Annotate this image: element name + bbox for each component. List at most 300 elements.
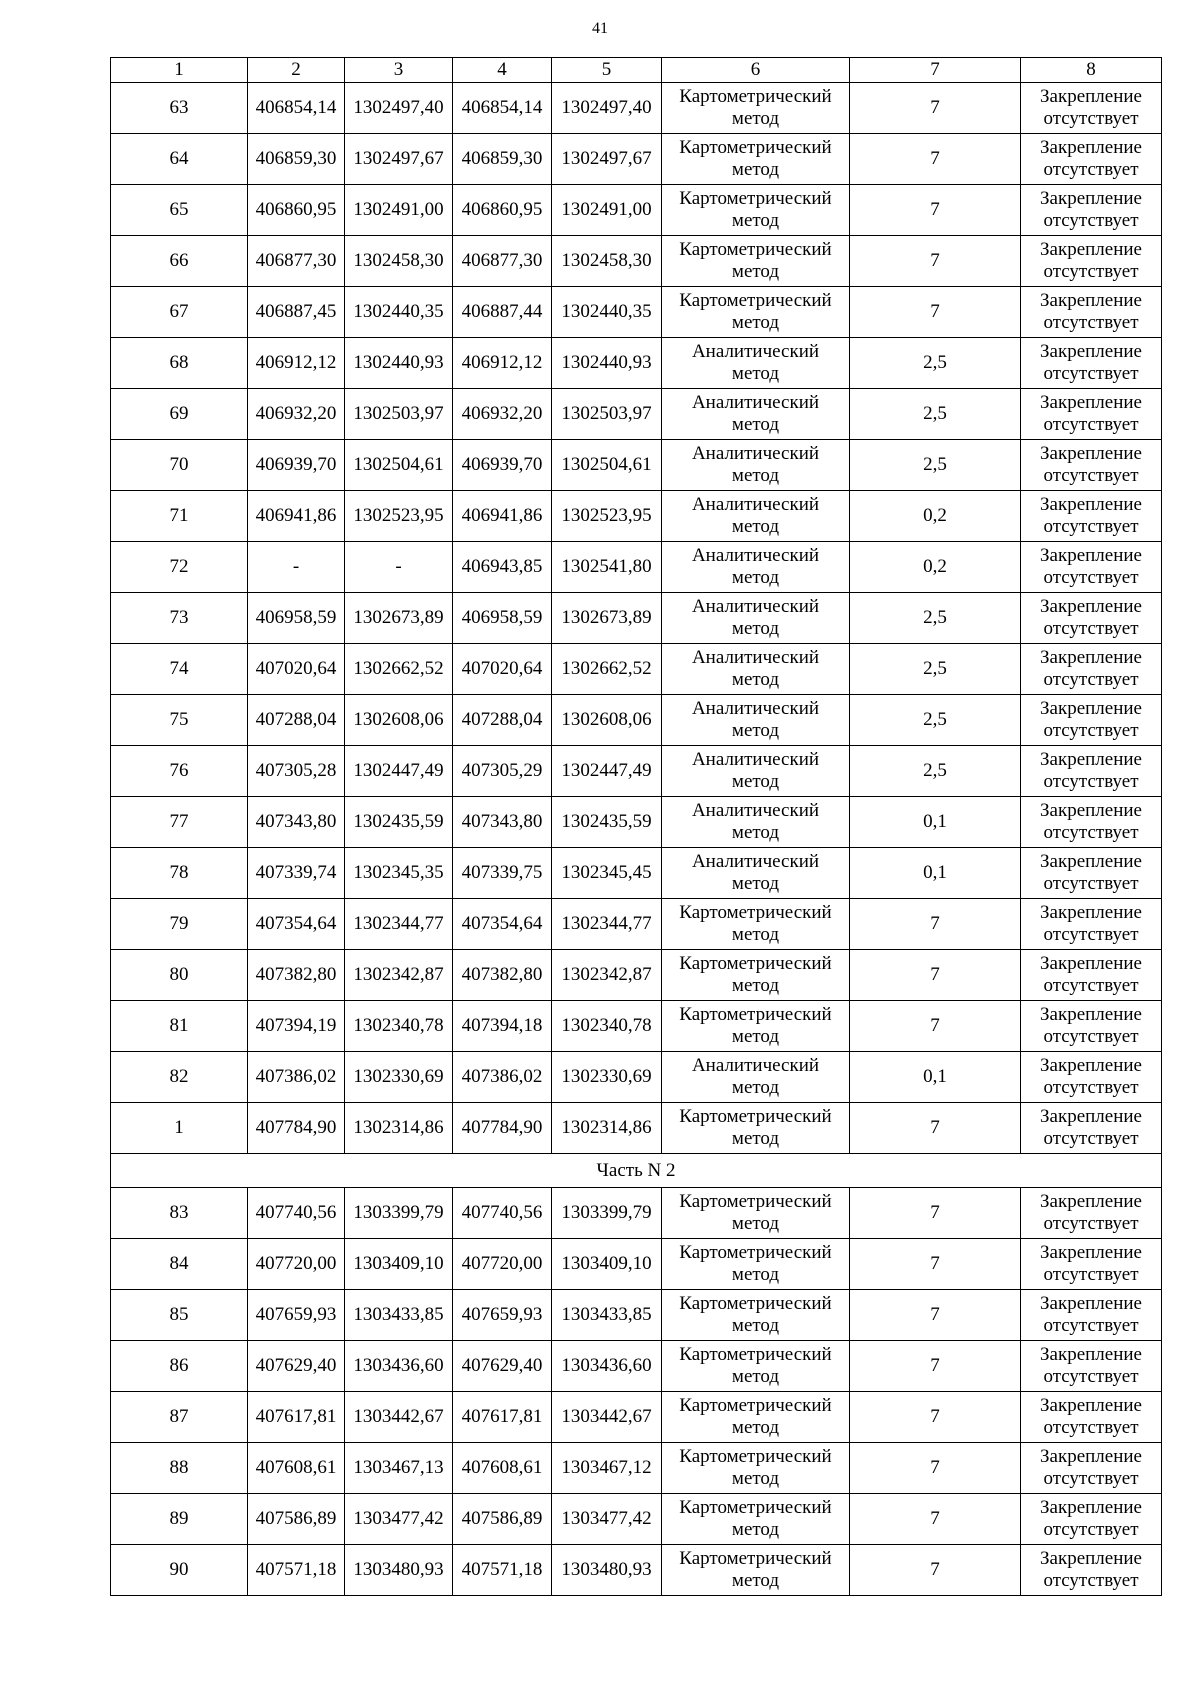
fixation-cell [1021,134,1162,185]
fixation-cell [1021,899,1162,950]
table-row [111,899,1162,950]
point-number-cell: 82 [111,1052,248,1103]
table-row [111,1103,1162,1154]
fixation-cell-line-1: Закрепление [1040,902,1142,923]
new-y-cell: 1302503,97 [552,389,662,440]
point-number-cell: 67 [111,287,248,338]
fixation-cell [1021,848,1162,899]
accuracy-cell: 7 [850,1392,1021,1443]
old-x-cell: 407354,64 [248,899,345,950]
new-y-cell: 1303409,10 [552,1239,662,1290]
new-y-cell: 1302440,93 [552,338,662,389]
fixation-cell [1021,389,1162,440]
method-cell-line-1: Аналитический [691,749,820,770]
method-cell-line-2: метод [731,1026,780,1047]
fixation-cell-line-2: отсутствует [1043,1026,1139,1047]
fixation-cell-line-1: Закрепление [1040,1395,1142,1416]
old-y-cell: 1302344,77 [345,899,453,950]
fixation-cell-line-2: отсутствует [1043,1213,1139,1234]
fixation-cell-line-1: Закрепление [1040,1004,1142,1025]
fixation-cell-line-1: Закрепление [1040,290,1142,311]
new-y-cell: 1302458,30 [552,236,662,287]
fixation-cell [1021,542,1162,593]
old-y-cell: 1302491,00 [345,185,453,236]
old-x-cell: 407305,28 [248,746,345,797]
part-title: Часть N 2 [111,1154,1162,1188]
column-header: 3 [345,58,453,83]
old-y-cell: 1302458,30 [345,236,453,287]
method-cell-line-2: метод [731,1366,780,1387]
new-x-cell: 406887,44 [453,287,552,338]
accuracy-cell: 7 [850,1103,1021,1154]
point-number-cell: 81 [111,1001,248,1052]
fixation-cell-line-2: отсутствует [1043,312,1139,333]
new-x-cell: 406939,70 [453,440,552,491]
new-y-cell: 1302314,86 [552,1103,662,1154]
method-cell-line-1: Картометрический [679,290,832,311]
point-number-cell: 70 [111,440,248,491]
new-x-cell: 407020,64 [453,644,552,695]
new-x-cell: 407617,81 [453,1392,552,1443]
method-cell-line-2: метод [731,414,780,435]
method-cell [662,695,850,746]
method-cell [662,848,850,899]
fixation-cell-line-1: Закрепление [1040,86,1142,107]
method-cell-line-1: Картометрический [679,1191,832,1212]
fixation-cell [1021,746,1162,797]
fixation-cell [1021,1494,1162,1545]
new-x-cell: 407354,64 [453,899,552,950]
method-cell-line-2: метод [731,210,780,231]
fixation-cell-line-2: отсутствует [1043,924,1139,945]
fixation-cell-line-2: отсутствует [1043,975,1139,996]
method-cell [662,1052,850,1103]
fixation-cell-line-2: отсутствует [1043,516,1139,537]
fixation-cell-line-2: отсутствует [1043,108,1139,129]
new-y-cell: 1302673,89 [552,593,662,644]
table-row [111,491,1162,542]
new-x-cell: 406958,59 [453,593,552,644]
old-x-cell: 406854,14 [248,83,345,134]
old-y-cell: 1302345,35 [345,848,453,899]
point-number-cell: 84 [111,1239,248,1290]
new-y-cell: 1302330,69 [552,1052,662,1103]
table-row [111,1494,1162,1545]
point-number-cell: 78 [111,848,248,899]
old-x-cell: 406912,12 [248,338,345,389]
new-x-cell: 406912,12 [453,338,552,389]
new-x-cell: 407394,18 [453,1001,552,1052]
old-y-cell: 1303480,93 [345,1545,453,1596]
accuracy-cell: 7 [850,1494,1021,1545]
method-cell [662,236,850,287]
new-x-cell: 406932,20 [453,389,552,440]
table-row [111,1188,1162,1239]
method-cell [662,1103,850,1154]
method-cell [662,83,850,134]
old-y-cell: 1303436,60 [345,1341,453,1392]
accuracy-cell: 0,2 [850,542,1021,593]
old-x-cell: 407617,81 [248,1392,345,1443]
accuracy-cell: 0,2 [850,491,1021,542]
fixation-cell-line-1: Закрепление [1040,1106,1142,1127]
fixation-cell [1021,1341,1162,1392]
fixation-cell-line-2: отсутствует [1043,1468,1139,1489]
old-x-cell: 407629,40 [248,1341,345,1392]
fixation-cell-line-2: отсутствует [1043,1264,1139,1285]
method-cell [662,185,850,236]
old-y-cell: 1302503,97 [345,389,453,440]
column-header: 1 [111,58,248,83]
table-row [111,1001,1162,1052]
fixation-cell-line-1: Закрепление [1040,647,1142,668]
method-cell-line-1: Картометрический [679,86,832,107]
method-cell-line-2: метод [731,1077,780,1098]
old-x-cell: 407608,61 [248,1443,345,1494]
fixation-cell-line-1: Закрепление [1040,1191,1142,1212]
new-y-cell: 1302662,52 [552,644,662,695]
method-cell [662,440,850,491]
table-row [111,338,1162,389]
fixation-cell [1021,185,1162,236]
fixation-cell [1021,287,1162,338]
old-x-cell: 407571,18 [248,1545,345,1596]
new-y-cell: 1302491,00 [552,185,662,236]
method-cell-line-1: Аналитический [691,851,820,872]
old-x-cell: 406932,20 [248,389,345,440]
point-number-cell: 90 [111,1545,248,1596]
method-cell-line-1: Картометрический [679,239,832,260]
old-x-cell: 407784,90 [248,1103,345,1154]
point-number-cell: 72 [111,542,248,593]
new-y-cell: 1302340,78 [552,1001,662,1052]
new-y-cell: 1302447,49 [552,746,662,797]
fixation-cell [1021,1545,1162,1596]
point-number-cell: 69 [111,389,248,440]
column-header: 7 [850,58,1021,83]
old-x-cell: 407386,02 [248,1052,345,1103]
old-x-cell: 407020,64 [248,644,345,695]
coordinates-table [110,57,1162,1596]
table-row [111,1545,1162,1596]
method-cell-line-1: Картометрический [679,1106,832,1127]
new-x-cell: 406854,14 [453,83,552,134]
old-y-cell: 1303409,10 [345,1239,453,1290]
table-row [111,746,1162,797]
old-x-cell: 406877,30 [248,236,345,287]
new-x-cell: 407586,89 [453,1494,552,1545]
method-cell-line-1: Картометрический [679,137,832,158]
table-row [111,1443,1162,1494]
table-row [111,1239,1162,1290]
fixation-cell-line-2: отсутствует [1043,261,1139,282]
table-row [111,644,1162,695]
accuracy-cell: 2,5 [850,389,1021,440]
old-x-cell: 407720,00 [248,1239,345,1290]
method-cell-line-2: метод [731,1519,780,1540]
method-cell-line-1: Аналитический [691,800,820,821]
fixation-cell-line-1: Закрепление [1040,443,1142,464]
old-y-cell: 1302447,49 [345,746,453,797]
page-number: 41 [592,20,608,37]
table-row [111,542,1162,593]
table-row [111,1052,1162,1103]
fixation-cell-line-1: Закрепление [1040,1055,1142,1076]
new-y-cell: 1302440,35 [552,287,662,338]
point-number-cell: 80 [111,950,248,1001]
method-cell [662,797,850,848]
method-cell-line-1: Картометрический [679,953,832,974]
old-y-cell: 1303442,67 [345,1392,453,1443]
fixation-cell [1021,1239,1162,1290]
method-cell-line-2: метод [731,720,780,741]
method-cell [662,1443,850,1494]
method-cell-line-2: метод [731,618,780,639]
method-cell-line-2: метод [731,771,780,792]
accuracy-cell: 7 [850,1001,1021,1052]
method-cell [662,1545,850,1596]
new-x-cell: 407343,80 [453,797,552,848]
new-x-cell: 407629,40 [453,1341,552,1392]
method-cell [662,491,850,542]
method-cell-line-2: метод [731,975,780,996]
accuracy-cell: 7 [850,950,1021,1001]
new-y-cell: 1303477,42 [552,1494,662,1545]
method-cell-line-2: метод [731,312,780,333]
point-number-cell: 74 [111,644,248,695]
method-cell-line-2: метод [731,822,780,843]
method-cell [662,950,850,1001]
fixation-cell-line-2: отсутствует [1043,618,1139,639]
fixation-cell-line-1: Закрепление [1040,1344,1142,1365]
accuracy-cell: 2,5 [850,593,1021,644]
fixation-cell-line-2: отсутствует [1043,159,1139,180]
old-x-cell: 407339,74 [248,848,345,899]
new-y-cell: 1302345,45 [552,848,662,899]
old-x-cell: 407382,80 [248,950,345,1001]
new-x-cell: 407305,29 [453,746,552,797]
fixation-cell-line-2: отсутствует [1043,210,1139,231]
method-cell-line-1: Аналитический [691,443,820,464]
new-x-cell: 406859,30 [453,134,552,185]
method-cell-line-1: Аналитический [691,341,820,362]
old-y-cell: 1302673,89 [345,593,453,644]
point-number-cell: 88 [111,1443,248,1494]
fixation-cell-line-1: Закрепление [1040,596,1142,617]
fixation-cell-line-2: отсутствует [1043,720,1139,741]
method-cell-line-1: Аналитический [691,545,820,566]
point-number-cell: 68 [111,338,248,389]
fixation-cell-line-2: отсутствует [1043,1366,1139,1387]
old-y-cell: 1303477,42 [345,1494,453,1545]
point-number-cell: 75 [111,695,248,746]
old-x-cell: 407740,56 [248,1188,345,1239]
fixation-cell-line-1: Закрепление [1040,1497,1142,1518]
fixation-cell-line-1: Закрепление [1040,800,1142,821]
old-x-cell: 406941,86 [248,491,345,542]
fixation-cell-line-2: отсутствует [1043,669,1139,690]
method-cell-line-2: метод [731,924,780,945]
new-y-cell: 1302504,61 [552,440,662,491]
old-y-cell: 1303433,85 [345,1290,453,1341]
column-header: 2 [248,58,345,83]
fixation-cell-line-2: отсутствует [1043,873,1139,894]
method-cell [662,899,850,950]
fixation-cell [1021,644,1162,695]
method-cell-line-2: метод [731,1213,780,1234]
method-cell-line-1: Картометрический [679,1548,832,1569]
old-y-cell: - [345,542,453,593]
old-y-cell: 1302340,78 [345,1001,453,1052]
fixation-cell [1021,83,1162,134]
method-cell-line-2: метод [731,159,780,180]
fixation-cell [1021,1392,1162,1443]
new-x-cell: 407608,61 [453,1443,552,1494]
fixation-cell-line-2: отсутствует [1043,822,1139,843]
column-header: 8 [1021,58,1162,83]
accuracy-cell: 2,5 [850,746,1021,797]
new-x-cell: 407571,18 [453,1545,552,1596]
new-y-cell: 1302541,80 [552,542,662,593]
fixation-cell [1021,491,1162,542]
table-row [111,389,1162,440]
new-y-cell: 1303433,85 [552,1290,662,1341]
table-row [111,797,1162,848]
point-number-cell: 87 [111,1392,248,1443]
new-x-cell: 406943,85 [453,542,552,593]
fixation-cell-line-1: Закрепление [1040,1548,1142,1569]
method-cell [662,134,850,185]
accuracy-cell: 0,1 [850,797,1021,848]
header-row [111,58,1162,83]
old-y-cell: 1303399,79 [345,1188,453,1239]
table-body [111,58,1162,1596]
fixation-cell-line-1: Закрепление [1040,698,1142,719]
old-y-cell: 1303467,13 [345,1443,453,1494]
method-cell-line-1: Аналитический [691,392,820,413]
method-cell-line-2: метод [731,516,780,537]
point-number-cell: 63 [111,83,248,134]
accuracy-cell: 7 [850,1290,1021,1341]
fixation-cell-line-1: Закрепление [1040,749,1142,770]
method-cell-line-1: Аналитический [691,698,820,719]
old-y-cell: 1302440,35 [345,287,453,338]
method-cell-line-2: метод [731,108,780,129]
accuracy-cell: 7 [850,1239,1021,1290]
fixation-cell [1021,1188,1162,1239]
method-cell-line-1: Картометрический [679,1242,832,1263]
fixation-cell-line-1: Закрепление [1040,188,1142,209]
accuracy-cell: 7 [850,1341,1021,1392]
accuracy-cell: 2,5 [850,440,1021,491]
method-cell [662,1341,850,1392]
point-number-cell: 65 [111,185,248,236]
accuracy-cell: 7 [850,1443,1021,1494]
old-y-cell: 1302440,93 [345,338,453,389]
new-x-cell: 407784,90 [453,1103,552,1154]
accuracy-cell: 7 [850,287,1021,338]
accuracy-cell: 2,5 [850,644,1021,695]
accuracy-cell: 7 [850,1188,1021,1239]
table-row [111,287,1162,338]
column-header: 5 [552,58,662,83]
table-row [111,1290,1162,1341]
table-row [111,236,1162,287]
fixation-cell-line-1: Закрепление [1040,239,1142,260]
accuracy-cell: 7 [850,83,1021,134]
old-x-cell: 407343,80 [248,797,345,848]
method-cell [662,338,850,389]
method-cell-line-1: Картометрический [679,1446,832,1467]
method-cell [662,1290,850,1341]
new-x-cell: 406877,30 [453,236,552,287]
new-x-cell: 407386,02 [453,1052,552,1103]
new-x-cell: 407288,04 [453,695,552,746]
accuracy-cell: 7 [850,236,1021,287]
old-y-cell: 1302342,87 [345,950,453,1001]
accuracy-cell: 7 [850,185,1021,236]
method-cell-line-1: Аналитический [691,596,820,617]
fixation-cell [1021,236,1162,287]
old-y-cell: 1302504,61 [345,440,453,491]
new-y-cell: 1303480,93 [552,1545,662,1596]
accuracy-cell: 7 [850,1545,1021,1596]
point-number-cell: 66 [111,236,248,287]
method-cell-line-2: метод [731,1128,780,1149]
point-number-cell: 73 [111,593,248,644]
accuracy-cell: 7 [850,134,1021,185]
fixation-cell [1021,593,1162,644]
point-number-cell: 79 [111,899,248,950]
fixation-cell-line-1: Закрепление [1040,392,1142,413]
fixation-cell [1021,1443,1162,1494]
method-cell-line-2: метод [731,873,780,894]
new-x-cell: 407720,00 [453,1239,552,1290]
fixation-cell-line-1: Закрепление [1040,953,1142,974]
fixation-cell-line-1: Закрепление [1040,341,1142,362]
old-x-cell: 406958,59 [248,593,345,644]
fixation-cell [1021,1103,1162,1154]
fixation-cell-line-2: отсутствует [1043,1315,1139,1336]
table-row [111,593,1162,644]
point-number-cell: 85 [111,1290,248,1341]
method-cell-line-2: метод [731,1417,780,1438]
column-header: 4 [453,58,552,83]
old-x-cell: - [248,542,345,593]
method-cell-line-2: метод [731,567,780,588]
fixation-cell [1021,1290,1162,1341]
new-x-cell: 406941,86 [453,491,552,542]
old-x-cell: 407288,04 [248,695,345,746]
table-row [111,185,1162,236]
method-cell [662,1239,850,1290]
old-y-cell: 1302330,69 [345,1052,453,1103]
method-cell-line-2: метод [731,1264,780,1285]
table-row [111,848,1162,899]
new-x-cell: 407382,80 [453,950,552,1001]
fixation-cell-line-2: отсутствует [1043,1128,1139,1149]
new-y-cell: 1302344,77 [552,899,662,950]
fixation-cell [1021,797,1162,848]
old-y-cell: 1302523,95 [345,491,453,542]
method-cell-line-1: Картометрический [679,1497,832,1518]
fixation-cell-line-2: отсутствует [1043,465,1139,486]
old-y-cell: 1302314,86 [345,1103,453,1154]
method-cell-line-1: Картометрический [679,1293,832,1314]
accuracy-cell: 0,1 [850,1052,1021,1103]
fixation-cell [1021,440,1162,491]
fixation-cell [1021,950,1162,1001]
